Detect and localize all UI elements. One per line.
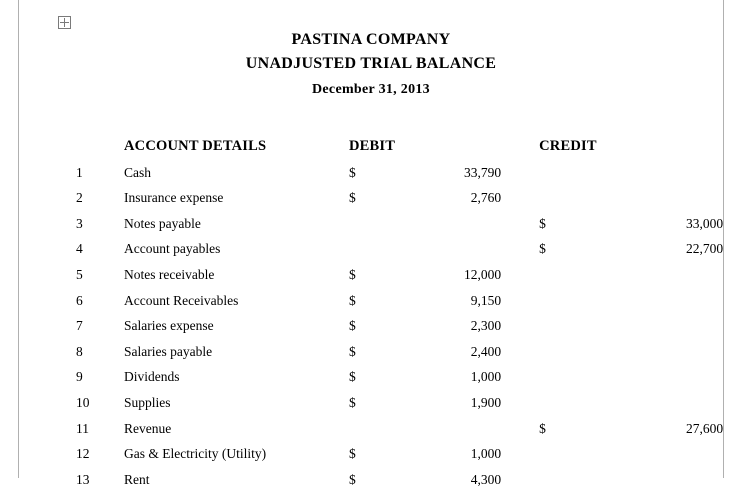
table-body — [60, 155, 723, 488]
table-row — [60, 283, 723, 309]
row-credit-symbol — [501, 155, 613, 181]
row-credit-value — [613, 181, 723, 207]
row-account-name: Gas & Electricity (Utility) — [124, 446, 267, 462]
row-credit-value — [613, 283, 723, 309]
row-number: 8 — [76, 343, 83, 359]
row-number: 6 — [76, 292, 83, 308]
company-title: PASTINA COMPANY — [291, 31, 451, 48]
row-debit-value: 1,900 — [470, 394, 502, 410]
row-debit-symbol: $ — [349, 318, 356, 334]
statement-title: UNADJUSTED TRIAL BALANCE — [245, 55, 497, 72]
row-debit-symbol — [349, 206, 395, 232]
row-credit-symbol: $ — [539, 241, 546, 257]
row-debit-symbol: $ — [349, 369, 356, 385]
table-row — [60, 155, 723, 181]
row-debit-value: 2,760 — [470, 190, 502, 206]
row-credit-value: 27,600 — [686, 420, 724, 436]
row-debit-symbol: $ — [349, 446, 356, 462]
table-row — [60, 462, 723, 488]
row-debit-symbol: $ — [349, 292, 356, 308]
row-number: 3 — [76, 215, 83, 231]
row-credit-value — [613, 334, 723, 360]
row-debit-symbol — [349, 411, 395, 437]
row-account-name: Dividends — [124, 369, 180, 385]
row-credit-symbol — [501, 385, 613, 411]
table-row — [60, 411, 723, 437]
row-account-name: Supplies — [124, 394, 171, 410]
header-debit: DEBIT — [349, 138, 396, 154]
row-credit-symbol — [501, 257, 613, 283]
row-credit-symbol — [501, 181, 613, 207]
move-handle-horizontal-bar — [60, 22, 69, 23]
row-account-name: Rent — [124, 471, 150, 487]
row-debit-symbol: $ — [349, 343, 356, 359]
table-row — [60, 232, 723, 258]
row-debit-symbol: $ — [349, 471, 356, 487]
table-row — [60, 206, 723, 232]
row-debit-value: 4,300 — [470, 471, 502, 487]
row-credit-value — [613, 385, 723, 411]
row-account-name: Cash — [124, 164, 151, 180]
table-row — [60, 257, 723, 283]
row-number: 1 — [76, 164, 83, 180]
table-row — [60, 181, 723, 207]
table-row — [60, 437, 723, 463]
row-credit-value — [613, 155, 723, 181]
header-debit-spacer — [395, 125, 501, 155]
row-account-name: Account payables — [124, 241, 221, 257]
row-debit-symbol: $ — [349, 266, 356, 282]
row-debit-symbol: $ — [349, 190, 356, 206]
row-number: 11 — [76, 420, 89, 436]
row-number: 2 — [76, 190, 83, 206]
row-credit-value — [613, 437, 723, 463]
row-number: 7 — [76, 318, 83, 334]
table-header — [60, 125, 723, 155]
row-credit-symbol — [501, 360, 613, 386]
trial-balance-table — [60, 125, 723, 488]
row-number: 5 — [76, 266, 83, 282]
table-row — [60, 360, 723, 386]
row-credit-symbol — [501, 283, 613, 309]
row-debit-value: 1,000 — [470, 369, 502, 385]
document-heading — [0, 28, 742, 102]
header-account-details: ACCOUNT DETAILS — [124, 138, 267, 154]
row-account-name: Account Receivables — [124, 292, 239, 308]
row-number: 10 — [76, 394, 90, 410]
row-debit-value: 2,400 — [470, 343, 502, 359]
row-account-name: Revenue — [124, 420, 172, 436]
row-debit-value: 2,300 — [470, 318, 502, 334]
row-credit-value — [613, 360, 723, 386]
row-debit-value: 1,000 — [470, 446, 502, 462]
row-credit-value — [613, 257, 723, 283]
header-credit: CREDIT — [539, 138, 597, 154]
row-credit-symbol — [501, 309, 613, 335]
table-row — [60, 309, 723, 335]
row-number: 9 — [76, 369, 83, 385]
row-account-name: Salaries expense — [124, 318, 214, 334]
row-credit-value: 22,700 — [686, 241, 724, 257]
row-credit-symbol — [501, 437, 613, 463]
row-debit-value — [395, 206, 501, 232]
row-debit-symbol: $ — [349, 164, 356, 180]
row-credit-symbol — [501, 462, 613, 488]
row-credit-value — [613, 462, 723, 488]
row-number: 13 — [76, 471, 90, 487]
row-credit-value — [613, 309, 723, 335]
row-debit-symbol — [349, 232, 395, 258]
row-account-name: Insurance expense — [124, 190, 224, 206]
row-debit-value: 9,150 — [470, 292, 502, 308]
header-number — [60, 125, 124, 155]
table-row — [60, 334, 723, 360]
row-account-name: Notes payable — [124, 215, 201, 231]
row-debit-value: 12,000 — [464, 266, 502, 282]
row-credit-symbol — [501, 334, 613, 360]
row-debit-symbol: $ — [349, 394, 356, 410]
row-account-name: Salaries payable — [124, 343, 213, 359]
row-credit-symbol: $ — [539, 420, 546, 436]
table-header-row — [60, 125, 723, 155]
row-credit-value: 33,000 — [686, 215, 724, 231]
header-credit-spacer — [613, 125, 723, 155]
table-row — [60, 385, 723, 411]
row-debit-value — [395, 232, 501, 258]
statement-date: December 31, 2013 — [312, 82, 430, 97]
row-number: 4 — [76, 241, 83, 257]
row-credit-symbol: $ — [539, 215, 546, 231]
row-debit-value — [395, 411, 501, 437]
row-number: 12 — [76, 446, 90, 462]
row-debit-value: 33,790 — [464, 164, 502, 180]
row-account-name: Notes receivable — [124, 266, 215, 282]
